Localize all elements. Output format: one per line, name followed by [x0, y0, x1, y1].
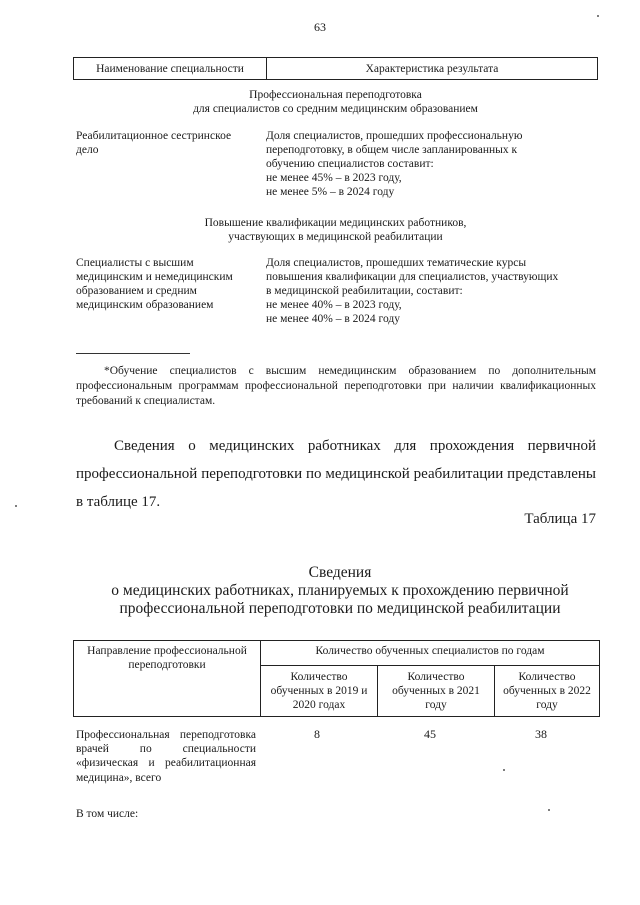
including-label: В том числе:	[76, 808, 139, 820]
result-line: не менее 5% – в 2024 году	[266, 186, 395, 198]
table17-subhead: Количество обученных в 2022 году	[495, 666, 600, 717]
table17-value: 8	[314, 727, 320, 741]
specialty-line: Специалисты с высшим	[76, 257, 194, 269]
section1-title-line1: Профессиональная переподготовка	[249, 89, 422, 101]
table17	[73, 640, 600, 717]
body-paragraph: Сведения о медицинских работниках для прохождения первичной профессиональной переподготовки по медицинской реабилитации представлены в таблице 17.	[76, 438, 596, 510]
specialty-line: медицинским образованием	[76, 299, 214, 311]
specialty-line: Реабилитационное сестринское	[76, 130, 232, 142]
table17-title	[60, 564, 620, 618]
scan-speck	[503, 769, 505, 771]
table17-title-line3: профессиональной переподготовки по медицинской реабилитации	[119, 600, 561, 617]
header-result: Характеристика результата	[267, 58, 598, 80]
table17-value: 45	[424, 727, 436, 741]
header-specialty: Наименование специальности	[74, 58, 267, 80]
section1-specialty	[76, 129, 256, 157]
header-table	[73, 57, 598, 80]
section2-title-line1: Повышение квалификации медицинских работников,	[204, 217, 467, 229]
result-line: не менее 45% – в 2023 году,	[266, 172, 402, 184]
section1-result	[266, 129, 596, 199]
footnote-separator	[76, 353, 190, 354]
section1-title-line2: для специалистов со средним медицинским образованием	[193, 103, 478, 115]
table17-head-count: Количество обученных специалистов по годам	[261, 641, 600, 666]
result-line: не менее 40% – в 2024 году	[266, 313, 400, 325]
specialty-line: дело	[76, 144, 99, 156]
section2-title-line2: участвующих в медицинской реабилитации	[228, 231, 443, 243]
result-line: повышения квалификации для специалистов, участвующих	[266, 271, 559, 283]
table17-subhead: Количество обученных в 2019 и 2020 годах	[261, 666, 378, 717]
table17-title-line2: о медицинских работниках, планируемых к прохождению первичной	[111, 582, 569, 599]
table-number: Таблица 17	[524, 511, 596, 527]
scan-speck	[597, 15, 599, 17]
result-line: в медицинской реабилитации, составит:	[266, 285, 463, 297]
table17-head-direction: Направление профессиональной переподготовки	[74, 641, 261, 717]
section2-specialty	[76, 256, 256, 312]
table17-row-label: Профессиональная переподготовка врачей по специальности «физическая и реабилитационная медицина», всего	[76, 729, 256, 784]
result-line: не менее 40% – в 2023 году,	[266, 299, 402, 311]
result-line: Доля специалистов, прошедших профессиональную	[266, 130, 523, 142]
specialty-line: образованием и средним	[76, 285, 197, 297]
table17-subhead: Количество обученных в 2021 году	[378, 666, 495, 717]
section2-title	[73, 216, 598, 244]
result-line: переподготовку, в общем числе запланированных к	[266, 144, 518, 156]
scan-speck	[548, 809, 550, 811]
table17-value: 38	[535, 727, 547, 741]
scan-speck	[15, 505, 17, 507]
section2-result	[266, 256, 596, 326]
table17-title-line1: Сведения	[308, 564, 372, 581]
result-line: Доля специалистов, прошедших тематические курсы	[266, 257, 527, 269]
footnote: *Обучение специалистов с высшим немедицинским образованием по дополнительным профессиональным программам профессиональной переподготовки при наличии квалификационных требований к специалистам.	[76, 365, 596, 407]
page-number: 63	[314, 20, 326, 34]
specialty-line: медицинским и немедицинским	[76, 271, 233, 283]
section1-title	[73, 88, 598, 116]
result-line: обучению специалистов составит:	[266, 158, 434, 170]
